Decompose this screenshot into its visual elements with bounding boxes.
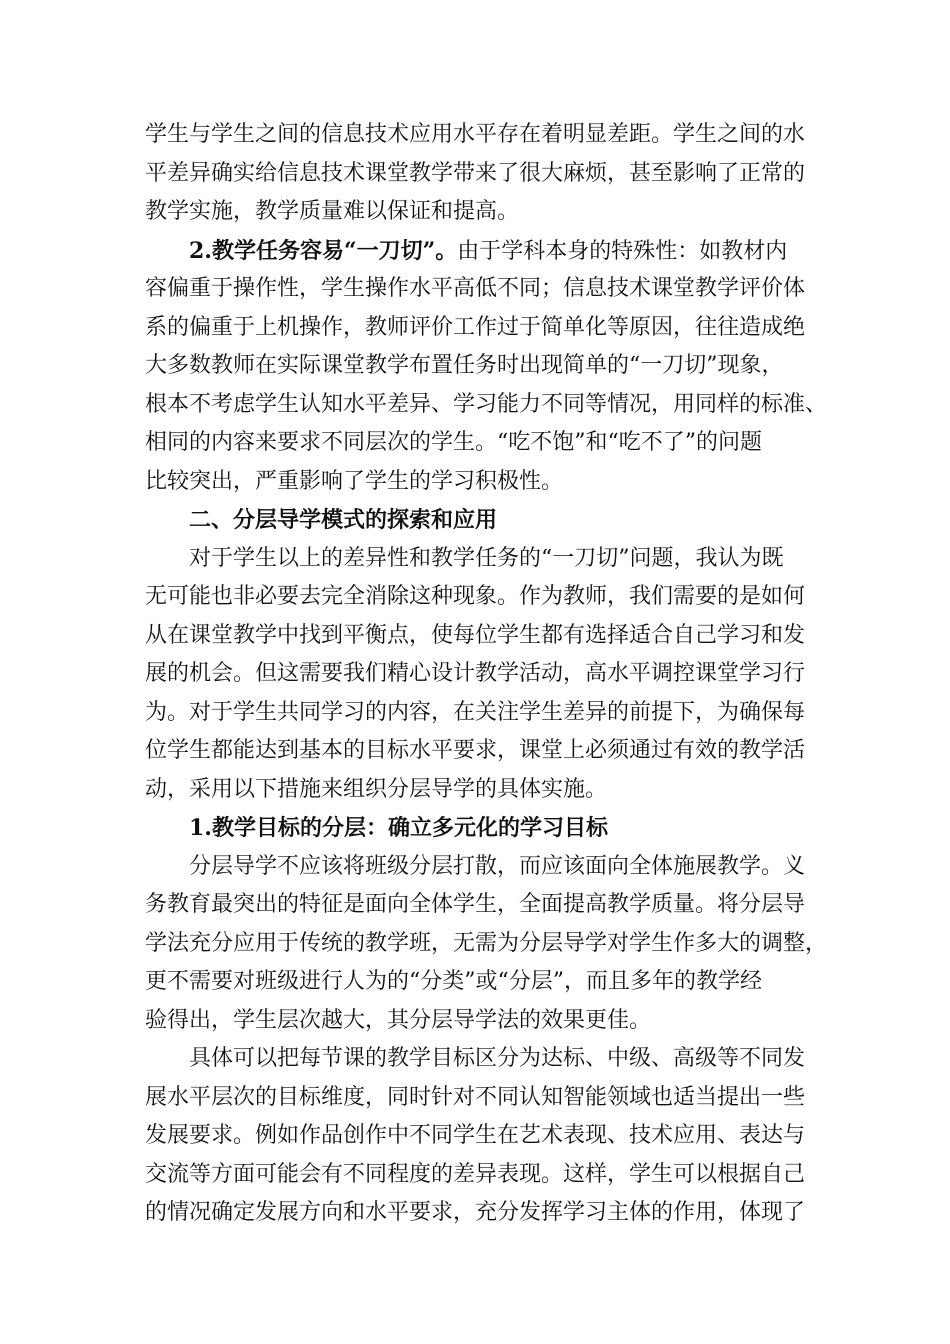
- paragraph-line: 动，采用以下措施来组织分层导学的具体实施。: [145, 776, 608, 802]
- subsection-heading: 1.教学目标的分层：确立多元化的学习目标: [189, 815, 608, 841]
- paragraph-text: 由于学科本身的特殊性：如教材内: [457, 238, 788, 264]
- paragraph-line: 学法充分应用于传统的教学班，无需为分层导学对学生作多大的调整，: [145, 930, 828, 956]
- section-heading: 二、分层导学模式的探索和应用: [189, 507, 498, 533]
- paragraph-line: 分层导学不应该将班级分层打散，而应该面向全体施展教学。义: [189, 853, 806, 879]
- paragraph-line: 交流等方面可能会有不同程度的差异表现。这样，学生可以根据自己: [145, 1161, 806, 1187]
- paragraph-line: 对于学生以上的差异性和教学任务的“一刀切”问题，我认为既: [189, 545, 784, 571]
- paragraph-line: 教学实施，教学质量难以保证和提高。: [145, 199, 520, 224]
- paragraph-line: 展水平层次的目标维度，同时针对不同认知智能领域也适当提出一些: [145, 1084, 806, 1110]
- paragraph-line: 具体可以把每节课的教学目标区分为达标、中级、高级等不同发: [189, 1046, 806, 1071]
- paragraph-line: 务教育最突出的特征是面向全体学生，全面提高教学质量。将分层导: [145, 892, 806, 917]
- paragraph-line: 位学生都能达到基本的目标水平要求，课堂上必须通过有效的教学活: [145, 738, 806, 763]
- document-body: [145, 116, 828, 1233]
- paragraph-line: [145, 232, 810, 271]
- paragraph-line: 相同的内容来要求不同层次的学生。“吃不饱”和“吃不了”的问题: [145, 430, 762, 455]
- paragraph-line: 的情况确定发展方向和水平要求，充分发挥学习主体的作用，体现了: [145, 1200, 806, 1225]
- paragraph-line: 为。对于学生共同学习的内容，在关注学生差异的前提下，为确保每: [145, 699, 806, 725]
- paragraph-line: 比较突出，严重影响了学生的学习积极性。: [145, 468, 564, 494]
- paragraph-line: 无可能也非必要去完全消除这种现象。作为教师，我们需要的是如何: [145, 584, 806, 609]
- paragraph-line: 平差异确实给信息技术课堂教学带来了很大麻烦，甚至影响了正常的: [145, 160, 806, 186]
- subheading-inline: 2.教学任务容易“一刀切”。: [189, 237, 458, 264]
- paragraph-line: 发展要求。例如作品创作中不同学生在艺术表现、技术应用、表达与: [145, 1123, 806, 1148]
- paragraph-line: 展的机会。但这需要我们精心设计教学活动，高水平调控课堂学习行: [145, 661, 806, 686]
- paragraph-line: 验得出，学生层次越大，其分层导学法的效果更佳。: [145, 1007, 652, 1033]
- paragraph-line: 根本不考虑学生认知水平差异、学习能力不同等情况，用同样的标准、: [145, 391, 828, 417]
- paragraph-line: 大多数教师在实际课堂教学布置任务时出现简单的“一刀切”现象，: [145, 353, 784, 378]
- paragraph-line: 系的偏重于上机操作，教师评价工作过于简单化等原因，往往造成绝: [145, 314, 806, 340]
- paragraph-line: 更不需要对班级进行人为的“分类”或“分层”，而且多年的教学经: [145, 969, 762, 994]
- paragraph-line: 学生与学生之间的信息技术应用水平存在着明显差距。学生之间的水: [145, 122, 806, 147]
- paragraph-line: 容偏重于操作性，学生操作水平高低不同；信息技术课堂教学评价体: [145, 276, 806, 301]
- paragraph-line: 从在课堂教学中找到平衡点，使每位学生都有选择适合自己学习和发: [145, 622, 806, 648]
